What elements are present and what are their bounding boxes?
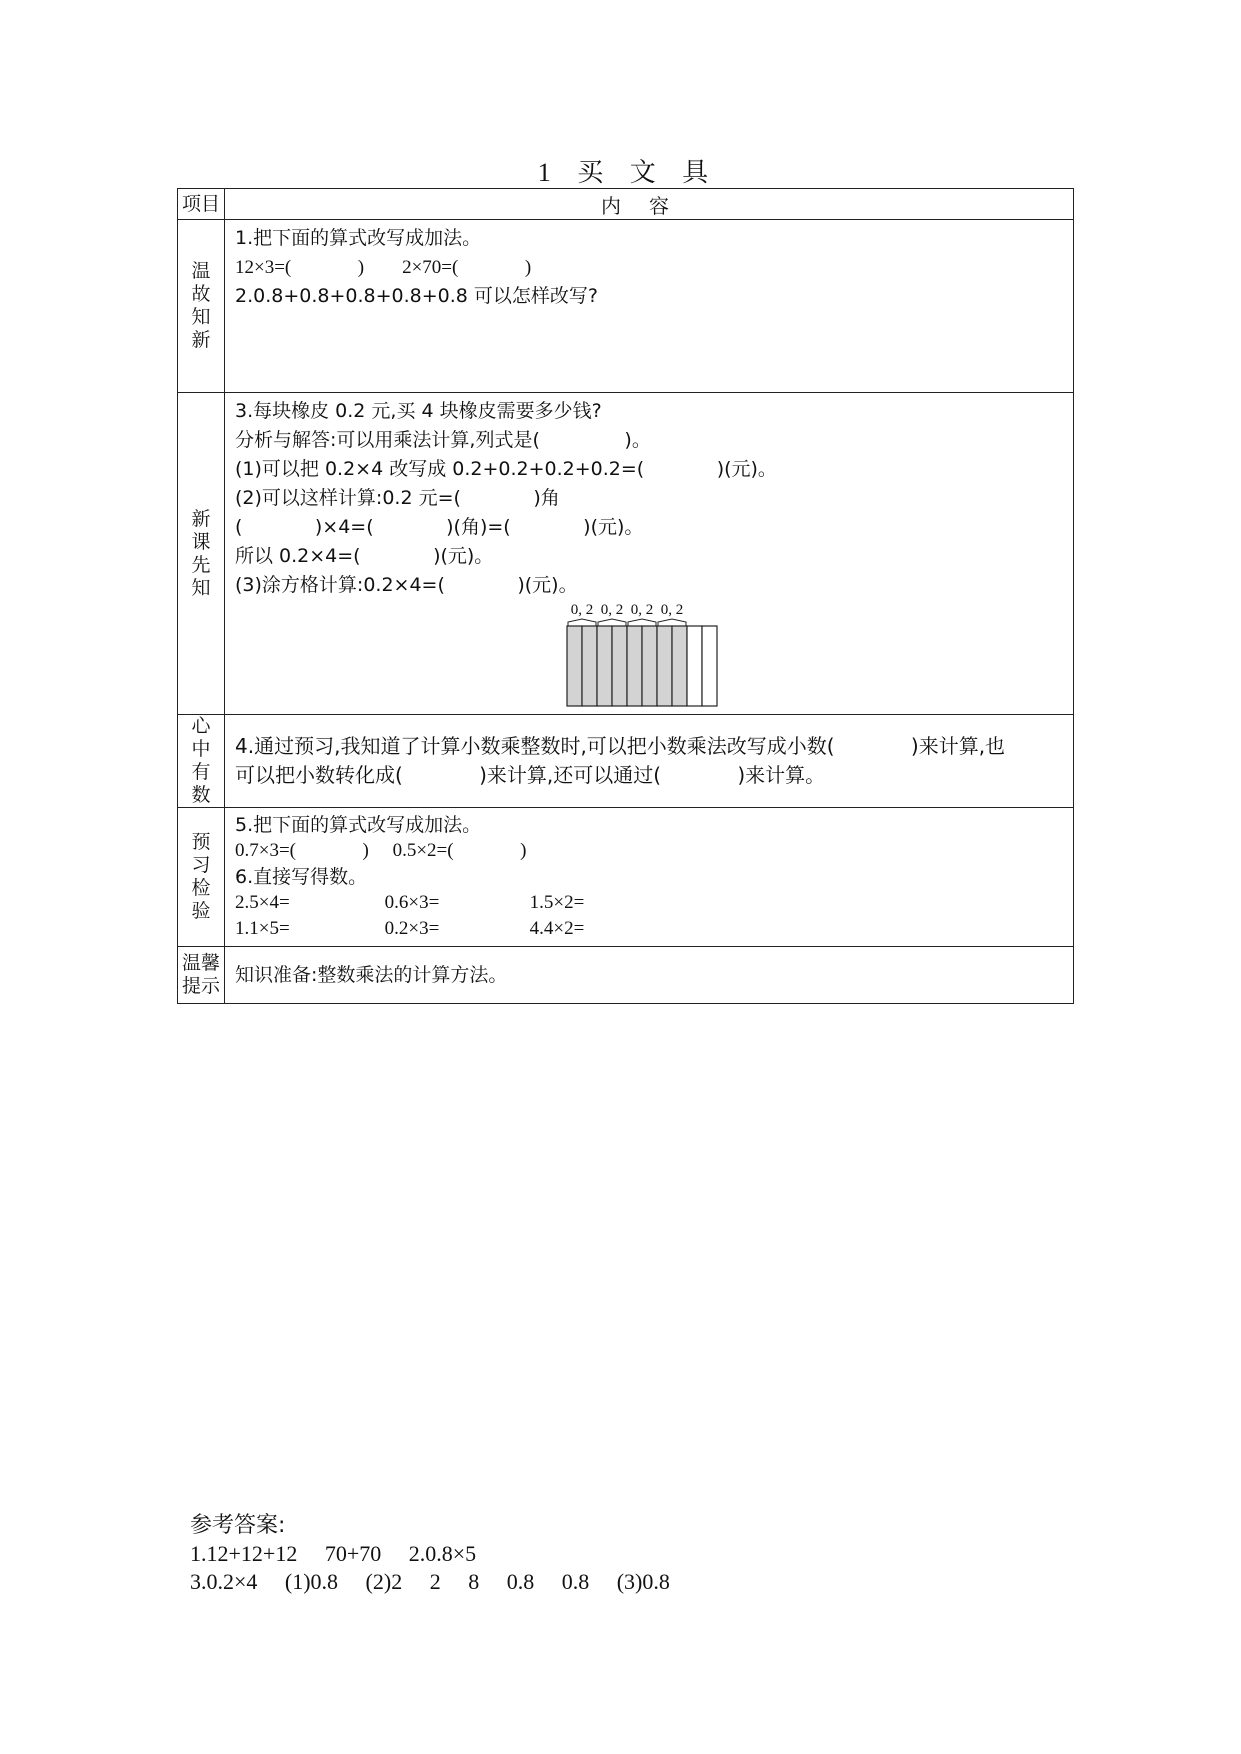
question-line: 1.把下面的算式改写成加法。: [235, 227, 482, 249]
section-content: [225, 393, 1074, 715]
grid-cell: [657, 626, 672, 706]
question-line: 可以把小数转化成( )来计算,还可以通过( )来计算。: [235, 763, 826, 787]
header-content-label: 内容: [601, 193, 697, 218]
worksheet-table: [177, 188, 1074, 1004]
question-line: 2.0.8+0.8+0.8+0.8+0.8 可以怎样改写?: [235, 285, 599, 307]
section-label-text: 温故知新: [191, 260, 211, 351]
answer-key-title: 参考答案:: [190, 1513, 286, 1538]
section-label-text: 新课先知: [191, 507, 211, 599]
question-line: (3)涂方格计算:0.2×4=( )(元)。: [235, 574, 578, 596]
section-summary: [178, 715, 1074, 808]
header-col-item: [178, 189, 225, 220]
page-title: 1 买 文 具: [537, 158, 719, 187]
question-line: 1.1×5= 0.2×3= 4.4×2=: [235, 918, 585, 939]
grid-cell: [612, 626, 627, 706]
section-content: [225, 220, 1074, 393]
grid-cell: [672, 626, 687, 706]
section-content: [225, 715, 1074, 808]
grid-cell: [582, 626, 597, 706]
section-content: [225, 947, 1074, 1004]
question-line: 所以 0.2×4=( )(元)。: [235, 545, 494, 567]
grid-cell: [702, 626, 717, 706]
section-label: [178, 808, 225, 947]
grid-label: 0, 2: [600, 602, 624, 618]
shading-grid: [565, 600, 735, 708]
question-line: 6.直接写得数。: [235, 866, 368, 888]
answer-line: 1.12+12+12 70+70 2.0.8×5: [190, 1541, 477, 1566]
question-line: 12×3=( ) 2×70=( ): [235, 257, 532, 278]
grid-label: 0, 2: [630, 602, 654, 618]
section-label: [178, 220, 225, 393]
section-content: [225, 808, 1074, 947]
grid-brace: [598, 619, 626, 626]
grid-cell: [567, 626, 582, 706]
grid-cell: [687, 626, 702, 706]
question-line: 2.5×4= 0.6×3= 1.5×2=: [235, 892, 585, 913]
question-line: 3.每块橡皮 0.2 元,买 4 块橡皮需要多少钱?: [235, 400, 602, 422]
grid-cell: [642, 626, 657, 706]
answer-key: [190, 1512, 670, 1596]
question-line: 4.通过预习,我知道了计算小数乘整数时,可以把小数乘法改写成小数( )来计算,也: [235, 734, 1006, 758]
section-label: [178, 393, 225, 715]
section-label: [178, 947, 225, 1004]
question-line: (1)可以把 0.2×4 改写成 0.2+0.2+0.2+0.2=( )(元)。: [235, 458, 777, 480]
header-item-label: 项目: [181, 192, 220, 215]
question-line: 知识准备:整数乘法的计算方法。: [235, 963, 508, 986]
question-line: 分析与解答:可以用乘法计算,列式是( )。: [235, 429, 651, 451]
section-review: [178, 220, 1074, 393]
section-tips: [178, 947, 1074, 1004]
grid-cell: [597, 626, 612, 706]
section-new-lesson: [178, 393, 1074, 715]
grid-cell: [627, 626, 642, 706]
question-line: ( )×4=( )(角)=( )(元)。: [235, 516, 644, 538]
grid-label: 0, 2: [660, 602, 684, 618]
answer-line: 3.0.2×4 (1)0.8 (2)2 2 8 0.8 0.8 (3)0.8: [190, 1569, 670, 1594]
table-header-row: [178, 189, 1074, 220]
section-label-text: 心中有数: [191, 715, 211, 806]
section-label-text: 温馨提示: [181, 952, 220, 997]
header-col-content: [225, 189, 1074, 220]
section-label-text: 预习检验: [191, 831, 211, 922]
grid-brace: [568, 619, 596, 626]
grid-brace: [628, 619, 656, 626]
section-preview-check: [178, 808, 1074, 947]
question-line: 5.把下面的算式改写成加法。: [235, 814, 482, 836]
question-line: (2)可以这样计算:0.2 元=( )角: [235, 487, 560, 509]
shading-grid-area: [235, 600, 1063, 710]
section-label: [178, 715, 225, 808]
question-line: 0.7×3=( ) 0.5×2=( ): [235, 840, 527, 861]
grid-brace: [658, 619, 686, 626]
grid-label: 0, 2: [570, 602, 594, 618]
